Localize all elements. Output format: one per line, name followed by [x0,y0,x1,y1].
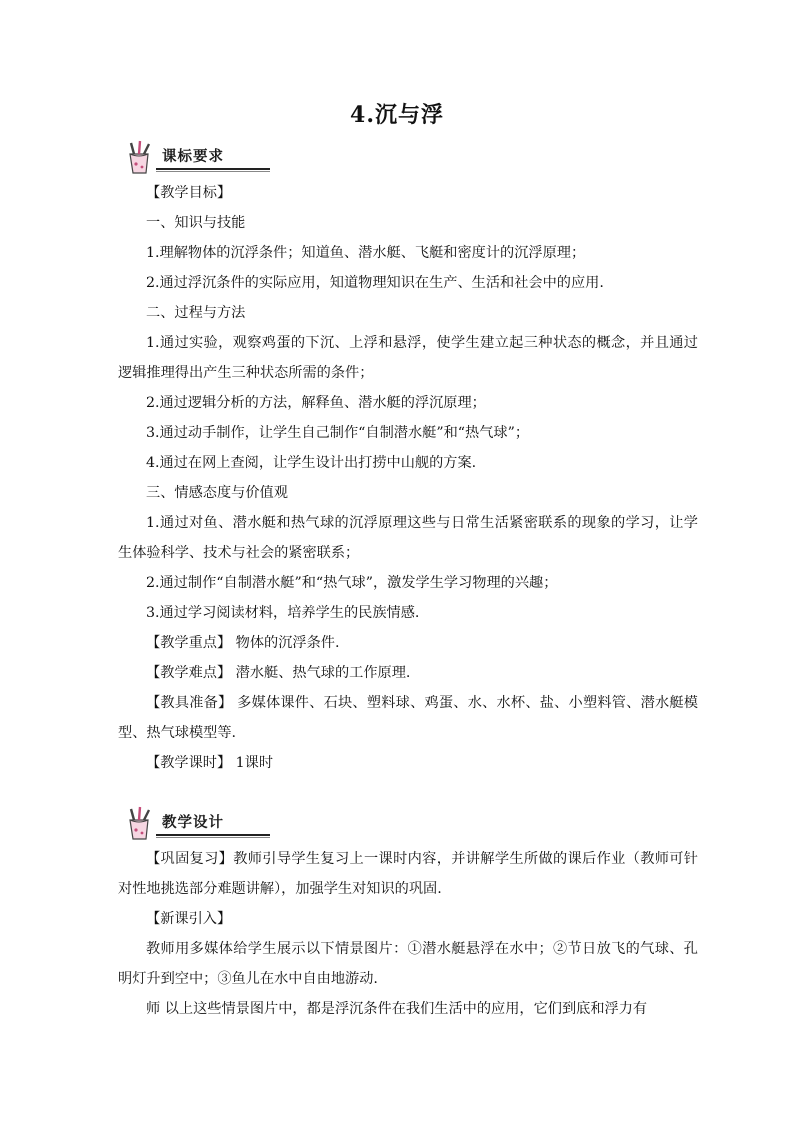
section-badge-standards [124,140,284,176]
paragraph-intro-images: 教师用多媒体给学生展示以下情景图片：①潜水艇悬浮在水中；②节日放飞的气球、孔明灯升到空中；③鱼儿在水中自由地游动. [118,941,698,987]
paragraph-method-4: 4.通过在网上查阅，让学生设计出打捞中山舰的方案. [146,455,477,471]
paragraph-key-point: 【教学重点】 物体的沉浮条件. [146,635,340,651]
paragraph-goal-2: 2.通过浮沉条件的实际应用，知道物理知识在生产、生活和社会中的应用. [146,275,604,291]
section-label-design: 教学设计 [162,815,224,831]
paragraph-emotion-2: 2.通过制作“自制潜水艇”和“热气球”，激发学生学习物理的兴趣； [146,575,558,591]
paragraph-difficulty: 【教学难点】 潜水艇、热气球的工作原理. [146,665,411,681]
section-underline [156,834,270,836]
section-underline-thin [156,171,270,172]
paragraph-teacher-remark: 师 以上这些情景图片中，都是浮沉条件在我们生活中的应用，它们到底和浮力有 [146,1001,648,1017]
section-label-standards: 课标要求 [162,149,224,165]
paragraph-emotion-1: 1.通过对鱼、潜水艇和热气球的沉浮原理这些与日常生活紧密联系的现象的学习，让学生体验科学、技术与社会的紧密联系； [118,515,698,561]
paragraph-knowledge-skills: 一、知识与技能 [146,215,246,231]
section-underline [156,168,270,170]
paragraph-emotion-values: 三、情感态度与价值观 [146,485,288,501]
paragraph-review: 【巩固复习】教师引导学生复习上一课时内容，并讲解学生所做的课后作业（教师可针对性地挑选部分难题讲解），加强学生对知识的巩固. [118,851,698,897]
standards-content [118,178,698,778]
paragraph-materials: 【教具准备】 多媒体课件、石块、塑料球、鸡蛋、水、水杯、盐、小塑料管、潜水艇模型、热气球模型等. [118,695,698,741]
section-badge-design [124,806,284,842]
paragraph-method-2: 2.通过逻辑分析的方法，解释鱼、潜水艇的浮沉原理； [146,395,486,411]
paragraph-method-1: 1.通过实验，观察鸡蛋的下沉、上浮和悬浮，使学生建立起三种状态的概念，并且通过逻辑推理得出产生三种状态所需的条件； [118,335,698,381]
page-title: 4.沉与浮 [350,102,444,128]
design-content [118,844,698,1024]
paragraph-goal-1: 1.理解物体的沉浮条件；知道鱼、潜水艇、飞艇和密度计的沉浮原理； [146,245,586,261]
section-underline-thin [156,837,270,838]
paragraph-process-methods: 二、过程与方法 [146,305,246,321]
paragraph-method-3: 3.通过动手制作，让学生自己制作“自制潜水艇”和“热气球”； [146,425,530,441]
paragraph-teaching-goals-heading: 【教学目标】 [146,185,232,201]
paragraph-emotion-3: 3.通过学习阅读材料，培养学生的民族情感. [146,605,420,621]
paragraph-new-lesson-heading: 【新课引入】 [146,911,232,927]
paragraph-class-hours: 【教学课时】 1课时 [146,755,274,771]
